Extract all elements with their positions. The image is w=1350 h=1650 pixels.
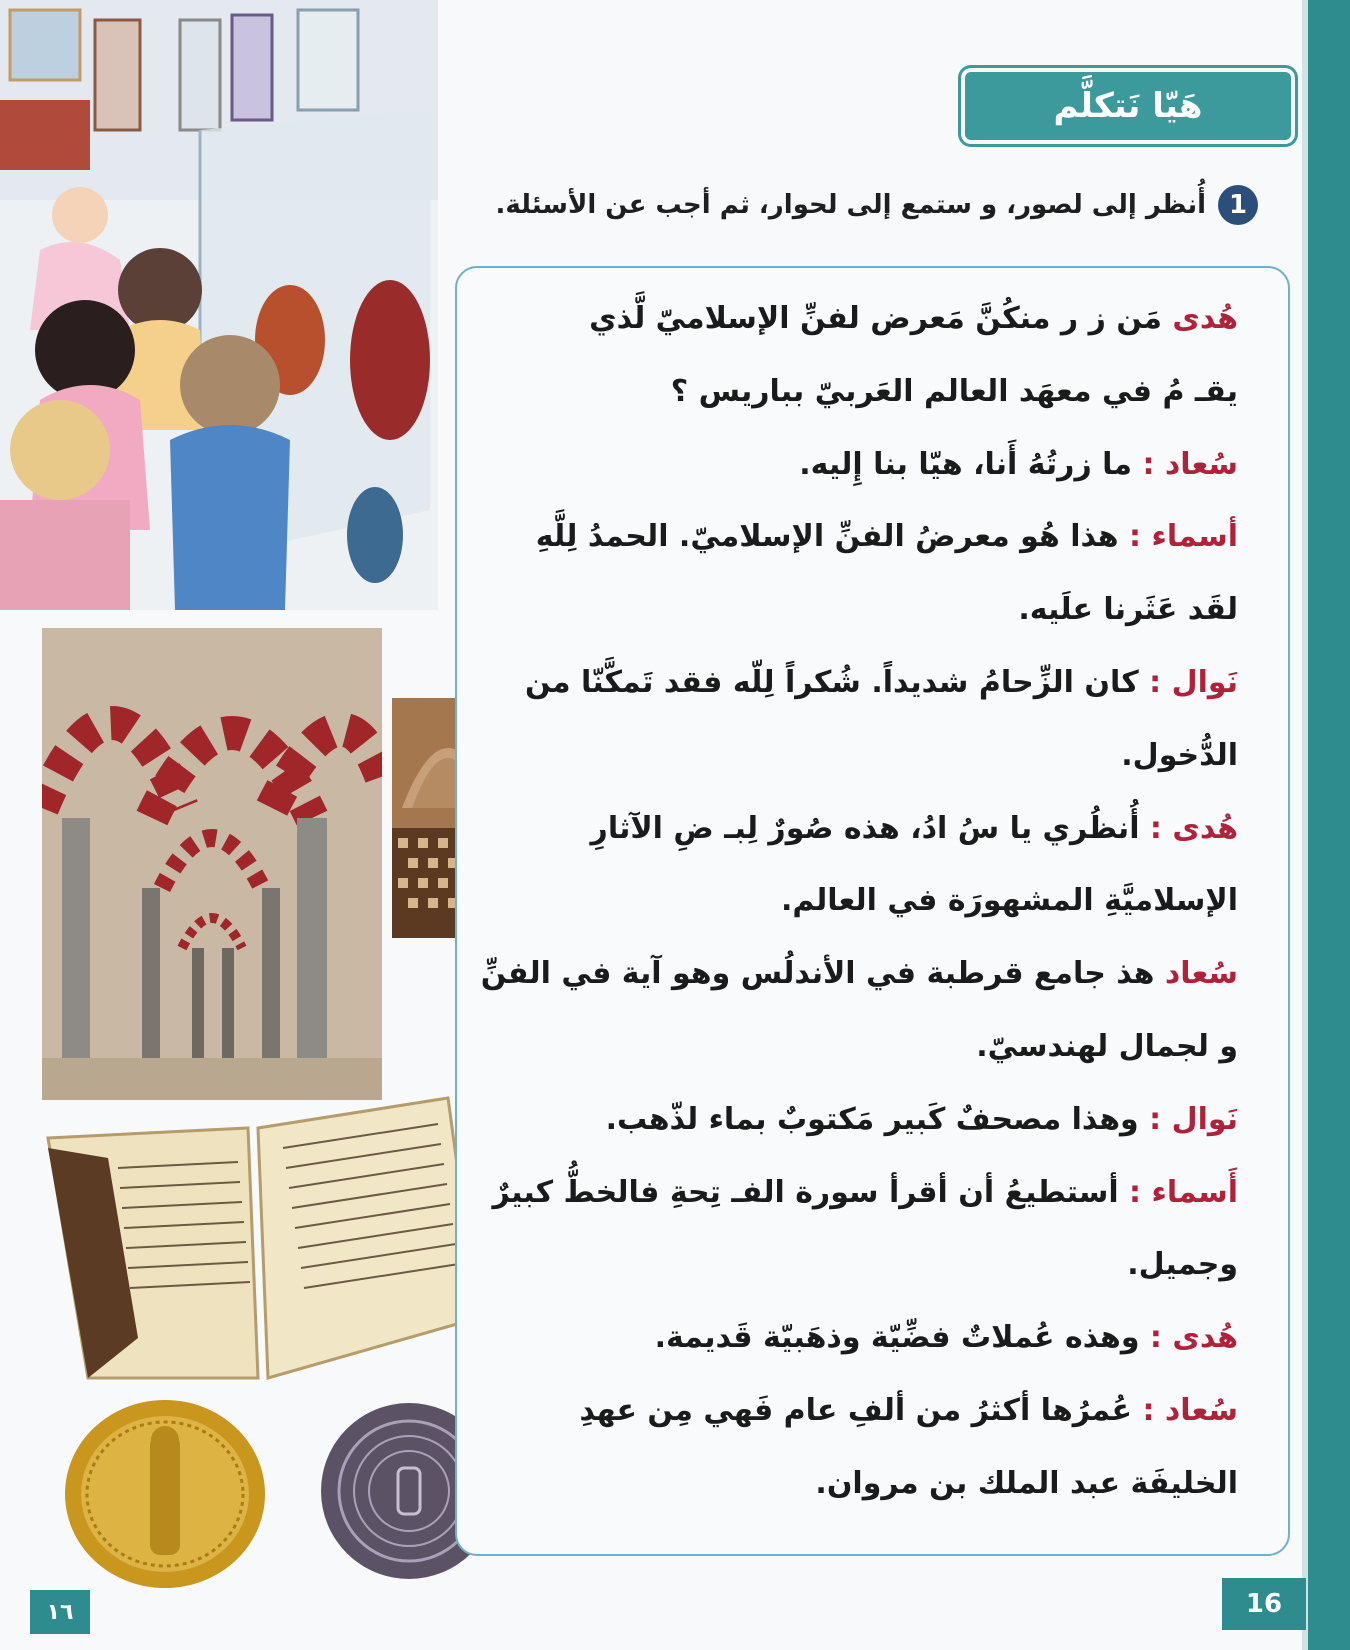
exercise-number-badge: 1 (1218, 185, 1258, 225)
dialogue-line (478, 429, 1238, 502)
page-number: 16 (1222, 1578, 1306, 1630)
line-text: هذ جامع قرطبة في الأندلُس وهو آية في الفنِّ (480, 956, 1165, 992)
dialogue-line (478, 1229, 1238, 1302)
cordoba-mosque-photo (42, 628, 382, 1100)
speaker-name: سُعاد (1164, 956, 1238, 992)
line-text: هذا هُو معرضُ الفنِّ الإسلاميّ. الحمدُ لِلَّهِ (535, 519, 1119, 555)
line-text: الدُّخول. (1121, 737, 1238, 773)
dialogue-line (478, 1084, 1238, 1157)
speaker-name: أسماء : (1118, 519, 1238, 555)
exercise-instruction (458, 180, 1258, 230)
quran-manuscript-photo (28, 1088, 488, 1388)
speaker-name: سُعاد : (1132, 1392, 1238, 1428)
gold-coin-photo (60, 1395, 270, 1593)
dialogue-line (478, 647, 1238, 720)
line-text: مَن ز ر منكُنَّ مَعرض لفنِّ الإسلاميّ لَّذي (589, 301, 1173, 336)
speaker-name: هُدى (1172, 301, 1238, 336)
speaker-name: هُدى : (1139, 1320, 1238, 1356)
line-text: أُنظُري يا سُ ادُ، هذه صُورٌ لِبـ ضِ الآثارِ (590, 810, 1140, 846)
instruction-text: أُنظر إلى لصور، و ستمع إلى لحوار، ثم أجب عن الأسئلة. (495, 190, 1206, 220)
line-text: أستطيعُ أن أقرأ سورة الفـ تِحةِ فالخطُّ كبيرٌ (492, 1174, 1119, 1210)
lesson-title: هَيّا نَتكلَّم (1053, 86, 1203, 126)
museum-illustration (0, 0, 438, 610)
line-text: يقـ مُ في معهَد العالم العَربيّ بباريس ؟ (670, 373, 1238, 409)
line-text: عُمرُها أكثرُ من ألفِ عام فَهي مِن عهدِ (579, 1392, 1133, 1428)
dialogue-text (478, 283, 1238, 1521)
page-number-arabic: ١٦ (30, 1590, 90, 1634)
line-text: كان الزِّحامُ شديداً. شُكراً لِلّه فقد تَمكَّنّا من (525, 664, 1139, 700)
dialogue-line (478, 1302, 1238, 1375)
dialogue-line (478, 356, 1238, 429)
dialogue-line (478, 1011, 1238, 1084)
line-text: وهذا مصحفٌ كَبير مَكتوبٌ بماء لذّهب. (605, 1101, 1139, 1137)
speaker-name: هُدى : (1139, 810, 1238, 846)
dialogue-line (478, 501, 1238, 574)
speaker-name: سُعاد : (1132, 446, 1238, 482)
dialogue-line (478, 938, 1238, 1011)
dialogue-line (478, 574, 1238, 647)
line-text: لقَد عَثَرنا علَيه. (1018, 592, 1238, 628)
line-text: ما زرتُهُ أَنا، هيّا بنا إِليه. (799, 446, 1133, 482)
dialogue-line (478, 283, 1238, 356)
line-text: وجميل. (1127, 1247, 1238, 1283)
dialogue-line (478, 1375, 1238, 1448)
dialogue-line (478, 865, 1238, 938)
lesson-title-banner (965, 72, 1291, 140)
page-edge-teal-strip (1308, 0, 1350, 1650)
speaker-name: نَوال : (1138, 1101, 1238, 1137)
dialogue-line (478, 793, 1238, 866)
dialogue-line (478, 1448, 1238, 1521)
speaker-name: نَوال : (1138, 664, 1238, 700)
line-text: الإسلاميَّةِ المشهورَة في العالم. (781, 883, 1238, 919)
line-text: الخليفَة عبد الملك بن مروان. (815, 1465, 1238, 1501)
dialogue-line (478, 720, 1238, 793)
line-text: و لجمال لهندسيّ. (976, 1028, 1238, 1064)
dialogue-line (478, 1157, 1238, 1230)
line-text: وهذه عُملاتٌ فضِّيّة وذهَبيّة قَديمة. (654, 1320, 1140, 1356)
speaker-name: أَسماء : (1118, 1174, 1238, 1210)
